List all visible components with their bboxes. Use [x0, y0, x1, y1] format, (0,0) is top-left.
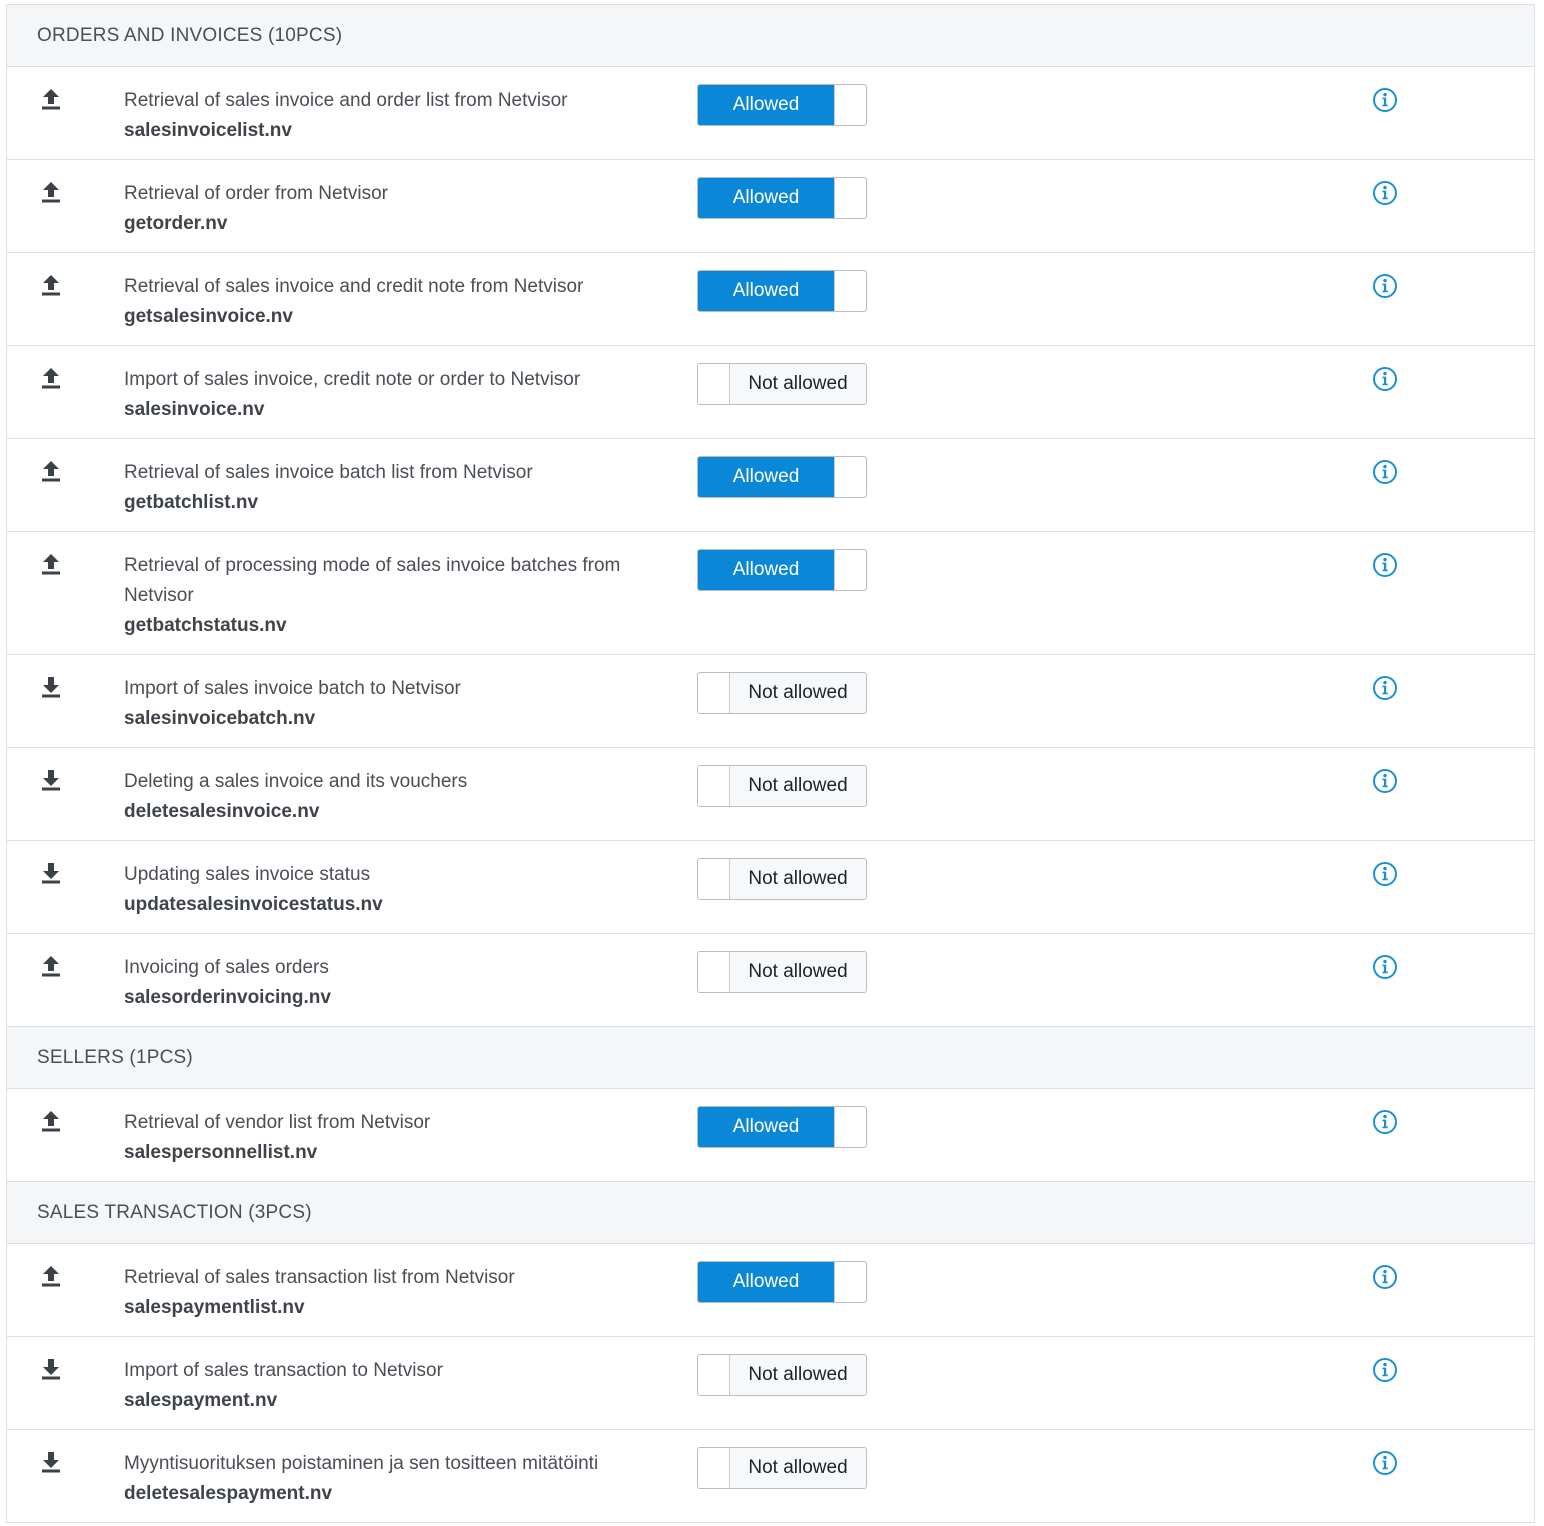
permission-text: [124, 272, 644, 332]
permission-row: [7, 67, 1534, 160]
toggle-label: Not allowed: [748, 961, 848, 982]
permission-toggle[interactable]: [697, 765, 867, 807]
permission-toggle[interactable]: [697, 1261, 867, 1303]
permission-description: Myyntisuorituksen poistaminen ja sen tositteen mitätöinti: [124, 1453, 599, 1474]
upload-icon: [39, 87, 63, 111]
permission-text: [124, 551, 644, 641]
upload-icon: [39, 180, 63, 204]
toggle-label: Not allowed: [748, 682, 848, 703]
toggle-knob: [698, 859, 730, 899]
permission-endpoint: getbatchstatus.nv: [124, 615, 287, 636]
toggle-label: Not allowed: [748, 1364, 848, 1385]
permission-description: Retrieval of sales transaction list from Netvisor: [124, 1267, 515, 1288]
permission-toggle[interactable]: [697, 177, 867, 219]
permission-row: [7, 1244, 1534, 1337]
permission-endpoint: getbatchlist.nv: [124, 492, 259, 513]
download-icon: [39, 768, 63, 792]
toggle-knob: [834, 1107, 866, 1147]
toggle-label: Not allowed: [748, 775, 848, 796]
info-icon[interactable]: [1372, 675, 1398, 701]
permission-description: Deleting a sales invoice and its vouchers: [124, 771, 468, 792]
permission-endpoint: deletesalespayment.nv: [124, 1483, 333, 1504]
permission-text: [124, 860, 644, 920]
download-icon: [39, 1450, 63, 1474]
info-icon[interactable]: [1372, 180, 1398, 206]
permission-row: [7, 1089, 1534, 1182]
info-icon[interactable]: [1372, 954, 1398, 980]
permission-toggle[interactable]: [697, 456, 867, 498]
toggle-label: Allowed: [732, 1116, 800, 1137]
permission-description: Retrieval of order from Netvisor: [124, 183, 388, 204]
permission-row: [7, 655, 1534, 748]
permission-text: [124, 674, 644, 734]
permission-row: [7, 934, 1534, 1027]
toggle-label: Not allowed: [748, 373, 848, 394]
upload-icon: [39, 273, 63, 297]
permission-row: [7, 532, 1534, 655]
info-icon[interactable]: [1372, 366, 1398, 392]
toggle-label: Allowed: [732, 466, 800, 487]
info-icon[interactable]: [1372, 87, 1398, 113]
toggle-knob: [698, 766, 730, 806]
info-icon[interactable]: [1372, 1109, 1398, 1135]
permission-row: [7, 1430, 1534, 1523]
info-icon[interactable]: [1372, 273, 1398, 299]
permission-text: [124, 767, 644, 827]
toggle-label: Allowed: [732, 94, 800, 115]
permission-toggle[interactable]: [697, 549, 867, 591]
permission-text: [124, 1449, 644, 1509]
permission-endpoint: getorder.nv: [124, 213, 228, 234]
permission-row: [7, 346, 1534, 439]
toggle-knob: [834, 457, 866, 497]
info-icon[interactable]: [1372, 1450, 1398, 1476]
info-icon[interactable]: [1372, 861, 1398, 887]
permission-toggle[interactable]: [697, 672, 867, 714]
permission-toggle[interactable]: [697, 858, 867, 900]
permission-description: Import of sales transaction to Netvisor: [124, 1360, 443, 1381]
section-header: SALES TRANSACTION (3PCS): [7, 1182, 1534, 1244]
permissions-panel: [6, 4, 1535, 1523]
toggle-label: Allowed: [732, 559, 800, 580]
download-icon: [39, 675, 63, 699]
toggle-knob: [698, 1355, 730, 1395]
upload-icon: [39, 1264, 63, 1288]
permission-description: Import of sales invoice batch to Netvisor: [124, 678, 461, 699]
toggle-label: Allowed: [732, 187, 800, 208]
toggle-knob: [834, 550, 866, 590]
permission-text: [124, 458, 644, 518]
permission-toggle[interactable]: [697, 1447, 867, 1489]
toggle-label: Allowed: [732, 280, 800, 301]
permission-text: [124, 1108, 644, 1168]
info-icon[interactable]: [1372, 552, 1398, 578]
toggle-knob: [698, 1448, 730, 1488]
upload-icon: [39, 954, 63, 978]
permission-description: Import of sales invoice, credit note or order to Netvisor: [124, 369, 581, 390]
toggle-label: Allowed: [732, 1271, 800, 1292]
toggle-knob: [698, 952, 730, 992]
permission-endpoint: salesinvoicebatch.nv: [124, 708, 316, 729]
permission-toggle[interactable]: [697, 270, 867, 312]
permission-toggle[interactable]: [697, 951, 867, 993]
permission-description: Retrieval of sales invoice batch list from Netvisor: [124, 462, 533, 483]
toggle-knob: [834, 85, 866, 125]
permission-text: [124, 365, 644, 425]
toggle-knob: [698, 673, 730, 713]
permission-text: [124, 1356, 644, 1416]
toggle-knob: [698, 364, 730, 404]
upload-icon: [39, 552, 63, 576]
upload-icon: [39, 366, 63, 390]
permission-endpoint: salesorderinvoicing.nv: [124, 987, 331, 1008]
permission-row: [7, 1337, 1534, 1430]
info-icon[interactable]: [1372, 1357, 1398, 1383]
section-header: SELLERS (1PCS): [7, 1027, 1534, 1089]
section-header: ORDERS AND INVOICES (10PCS): [7, 5, 1534, 67]
permission-endpoint: salespaymentlist.nv: [124, 1297, 305, 1318]
permission-row: [7, 439, 1534, 532]
permission-row: [7, 841, 1534, 934]
toggle-knob: [834, 178, 866, 218]
toggle-label: Not allowed: [748, 1457, 848, 1478]
permission-toggle[interactable]: [697, 84, 867, 126]
permission-endpoint: salesinvoicelist.nv: [124, 120, 292, 141]
permission-toggle[interactable]: [697, 1354, 867, 1396]
permission-endpoint: salespersonnellist.nv: [124, 1142, 318, 1163]
permission-text: [124, 1263, 644, 1323]
toggle-label: Not allowed: [748, 868, 848, 889]
info-icon[interactable]: [1372, 768, 1398, 794]
permission-text: [124, 86, 644, 146]
permission-description: Invoicing of sales orders: [124, 957, 329, 978]
permission-endpoint: getsalesinvoice.nv: [124, 306, 293, 327]
permission-toggle[interactable]: [697, 363, 867, 405]
info-icon[interactable]: [1372, 459, 1398, 485]
download-icon: [39, 1357, 63, 1381]
permission-description: Retrieval of sales invoice and credit note from Netvisor: [124, 276, 584, 297]
permission-description: Retrieval of sales invoice and order list from Netvisor: [124, 90, 568, 111]
permission-text: [124, 953, 644, 1013]
upload-icon: [39, 459, 63, 483]
permission-row: [7, 748, 1534, 841]
permission-row: [7, 160, 1534, 253]
permission-endpoint: deletesalesinvoice.nv: [124, 801, 320, 822]
download-icon: [39, 861, 63, 885]
permission-description: Retrieval of processing mode of sales invoice batches from Netvisor: [124, 555, 621, 606]
permission-endpoint: updatesalesinvoicestatus.nv: [124, 894, 383, 915]
toggle-knob: [834, 271, 866, 311]
permission-endpoint: salesinvoice.nv: [124, 399, 265, 420]
permission-description: Updating sales invoice status: [124, 864, 371, 885]
info-icon[interactable]: [1372, 1264, 1398, 1290]
permission-row: [7, 253, 1534, 346]
toggle-knob: [834, 1262, 866, 1302]
permission-text: [124, 179, 644, 239]
permission-description: Retrieval of vendor list from Netvisor: [124, 1112, 431, 1133]
permission-endpoint: salespayment.nv: [124, 1390, 278, 1411]
permission-toggle[interactable]: [697, 1106, 867, 1148]
upload-icon: [39, 1109, 63, 1133]
